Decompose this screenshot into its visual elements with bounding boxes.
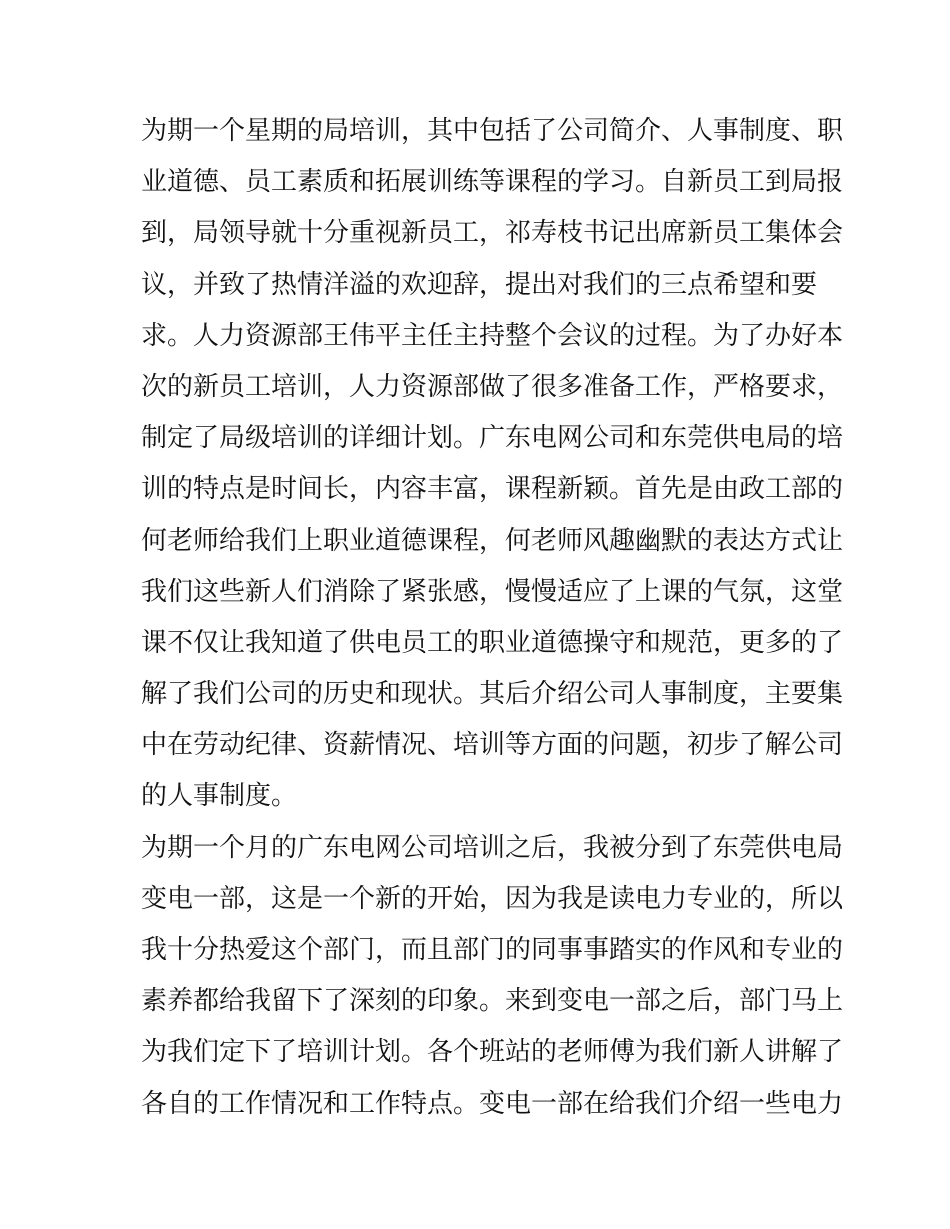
text-line: 课不仅让我知道了供电员工的职业道德操守和规范，更多的了 — [141, 627, 844, 658]
text-line: 中在劳动纪律、资薪情况、培训等方面的问题，初步了解公司 — [141, 730, 844, 761]
text-line: 为期一个月的广东电网公司培训之后，我被分到了东莞供电局 — [141, 832, 844, 863]
text-line: 的人事制度。 — [141, 781, 298, 812]
text-line: 议，并致了热情洋溢的欢迎辞，提出对我们的三点希望和要 — [141, 269, 818, 300]
text-line: 解了我们公司的历史和现状。其后介绍公司人事制度，主要集 — [141, 679, 844, 710]
text-line: 求。人力资源部王伟平主任主持整个会议的过程。为了办好本 — [141, 320, 844, 351]
text-line: 何老师给我们上职业道德课程，何老师风趣幽默的表达方式让 — [141, 525, 844, 556]
text-line: 我十分热爱这个部门，而且部门的同事事踏实的作风和专业的 — [141, 935, 844, 965]
text-line: 各自的工作情况和工作特点。变电一部在给我们介绍一些电力 — [141, 1088, 844, 1119]
text-line: 业道德、员工素质和拓展训练等课程的学习。自新员工到局报 — [141, 167, 844, 198]
body-text — [141, 106, 844, 1130]
text-line: 制定了局级培训的详细计划。广东电网公司和东莞供电局的培 — [141, 423, 844, 454]
text-line: 我们这些新人们消除了紧张感，慢慢适应了上课的气氛，这堂 — [141, 576, 844, 607]
text-line: 为我们定下了培训计划。各个班站的老师傅为我们新人讲解了 — [141, 1037, 844, 1068]
text-line: 到，局领导就十分重视新员工，祁寿枝书记出席新员工集体会 — [141, 218, 844, 249]
text-line: 次的新员工培训，人力资源部做了很多准备工作，严格要求， — [141, 371, 844, 402]
text-line: 训的特点是时间长，内容丰富，课程新颖。首先是由政工部的 — [141, 474, 844, 505]
text-line: 变电一部，这是一个新的开始，因为我是读电力专业的，所以 — [141, 883, 844, 914]
text-line: 素养都给我留下了深刻的印象。来到变电一部之后，部门马上 — [141, 986, 844, 1017]
text-line: 为期一个星期的局培训，其中包括了公司简介、人事制度、职 — [141, 116, 844, 146]
